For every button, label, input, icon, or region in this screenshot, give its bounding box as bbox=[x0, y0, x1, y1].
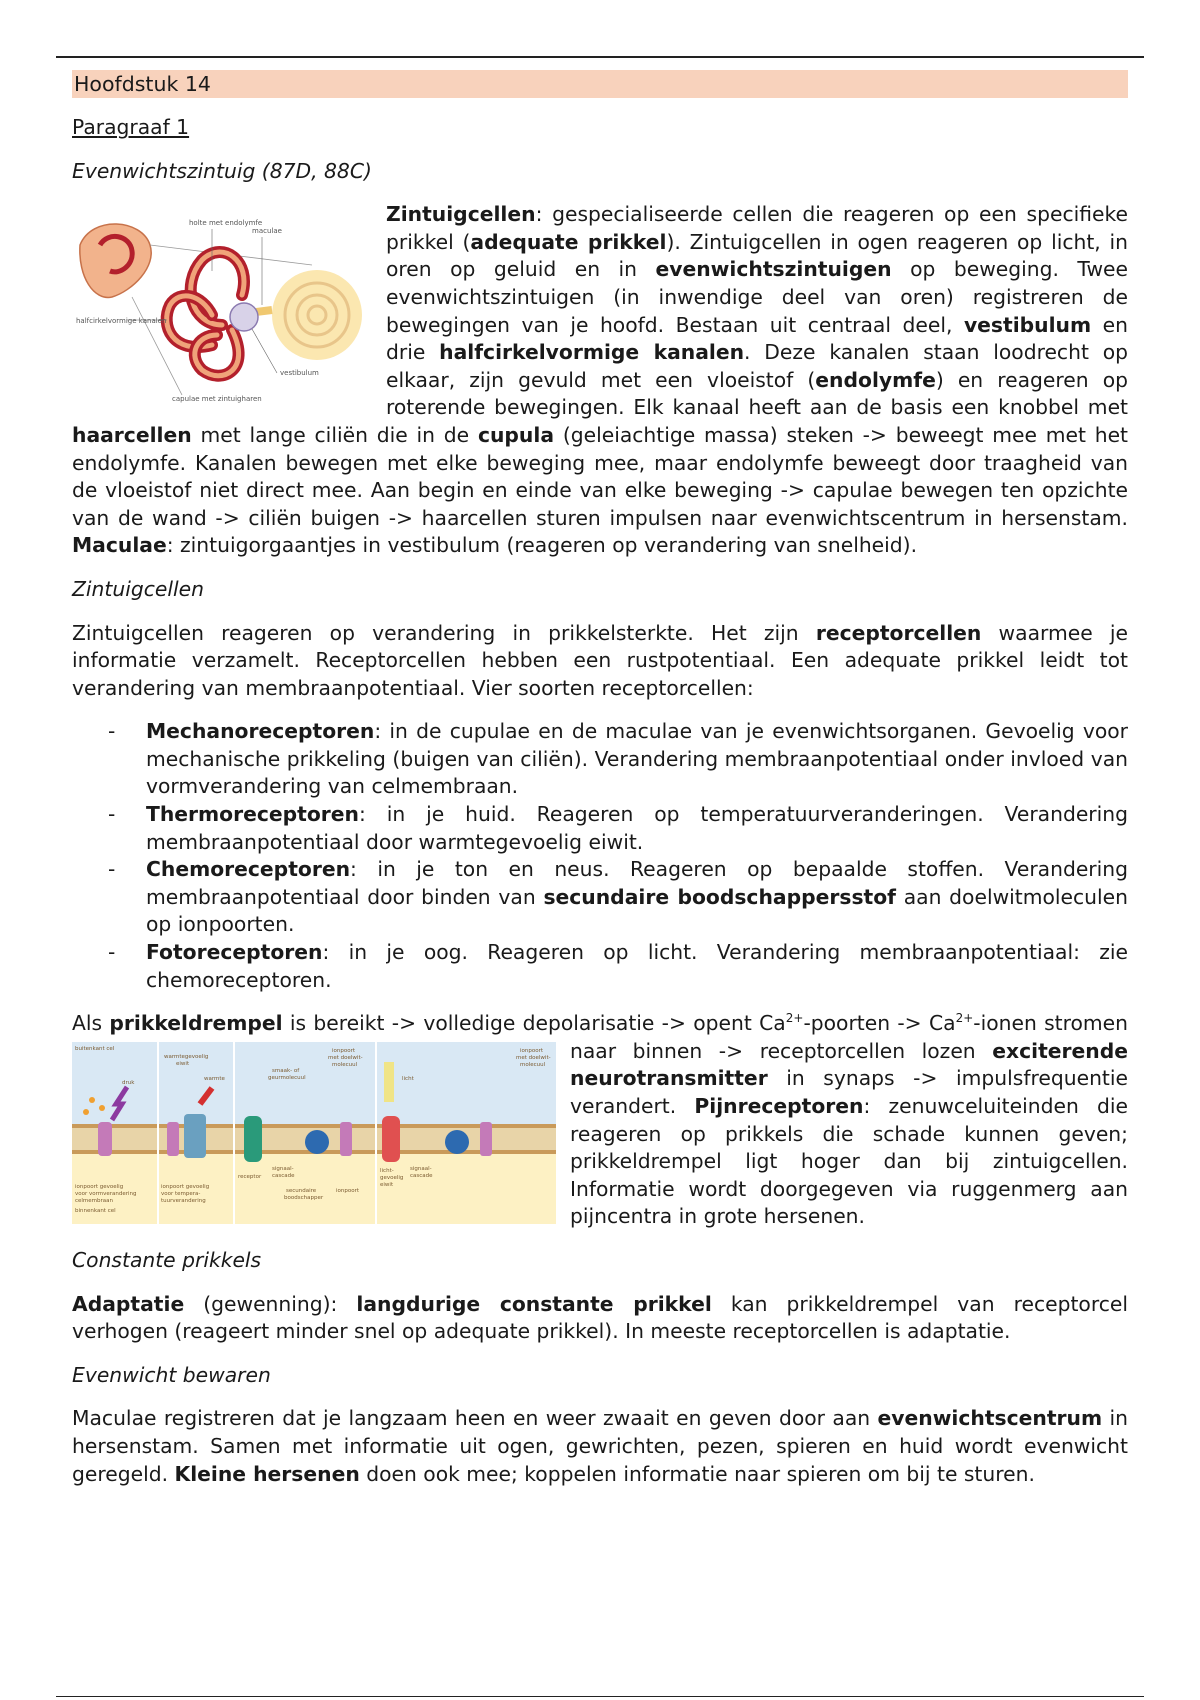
text-run: : gespecialiseerde cellen die reageren op een specifieke prikkel ( bbox=[386, 202, 1128, 254]
svg-text:cascade: cascade bbox=[410, 1172, 433, 1179]
bold-term: secundaire boodschappersstof bbox=[543, 884, 896, 909]
list-bullet: - bbox=[108, 719, 116, 744]
svg-text:molecuul: molecuul bbox=[332, 1061, 358, 1068]
bold-term: evenwichtszintuigen bbox=[655, 257, 892, 282]
text-run: . Deze kanalen staan loodrecht op elkaar, zijn gevuld met een vloeistof ( bbox=[386, 340, 1128, 392]
svg-text:eiwit: eiwit bbox=[380, 1181, 394, 1188]
label-capulae: capulae met zintuigharen bbox=[172, 395, 262, 404]
svg-text:eiwit: eiwit bbox=[176, 1060, 190, 1067]
bold-term: endolymfe bbox=[815, 367, 936, 392]
svg-text:ionpoort: ionpoort bbox=[332, 1047, 356, 1054]
text-run: op beweging. Twee evenwichtszintuigen (in inwendige deel van oren) registreren de bewegingen van je hoofd. Bestaan uit centraal deel, bbox=[386, 257, 1129, 337]
list-bullet: - bbox=[108, 940, 116, 965]
bold-term: Adaptatie bbox=[72, 1291, 185, 1316]
bold-term: Fotoreceptoren bbox=[146, 940, 323, 965]
list-bullet: - bbox=[108, 802, 116, 827]
sensory-intro-text bbox=[72, 620, 1128, 703]
svg-text:ionpoort gevoelig: ionpoort gevoelig bbox=[161, 1183, 210, 1190]
text-run: Maculae registreren dat je langzaam heen en weer zwaait en geven door aan bbox=[72, 1406, 878, 1431]
label-halfcirkel: halfcirkelvormige kanalen bbox=[76, 317, 167, 326]
svg-text:druk: druk bbox=[122, 1079, 135, 1086]
section-title-balance-organ: Evenwichtszintuig (87D, 88C) bbox=[72, 158, 372, 183]
receptor-types-illustration bbox=[72, 1042, 556, 1224]
bottom-rule bbox=[56, 1696, 1144, 1697]
list-item-photoreceptors bbox=[108, 939, 1128, 994]
bold-term: haarcellen bbox=[72, 422, 192, 447]
svg-text:buitenkant cel: buitenkant cel bbox=[75, 1045, 115, 1052]
balance-organ-block bbox=[72, 201, 1128, 560]
svg-text:molecuul: molecuul bbox=[520, 1061, 546, 1068]
chapter-heading: Hoofdstuk 14 bbox=[72, 70, 1128, 98]
svg-text:boodschapper: boodschapper bbox=[284, 1194, 324, 1201]
text-run: : in je huid. Reageren op temperatuurveranderingen. Verandering membraanpotentiaal door warmtegevoelig eiwit. bbox=[146, 802, 1128, 854]
bold-term: Zintuigcellen bbox=[386, 202, 536, 227]
svg-text:celmembraan: celmembraan bbox=[75, 1197, 114, 1204]
document-page bbox=[72, 70, 1128, 1504]
bold-term: Chemoreceptoren bbox=[146, 857, 351, 882]
list-item-thermoreceptors bbox=[108, 801, 1128, 856]
svg-text:met doelwit-: met doelwit- bbox=[516, 1054, 551, 1061]
svg-text:tuurverandering: tuurverandering bbox=[161, 1197, 206, 1204]
vestibulum-shape bbox=[230, 303, 258, 331]
bold-term: cupula bbox=[477, 422, 555, 447]
svg-text:met doelwit-: met doelwit- bbox=[328, 1054, 363, 1061]
svg-text:smaak- of: smaak- of bbox=[272, 1067, 300, 1074]
inner-ear-illustration bbox=[72, 205, 372, 405]
receptor-type-list bbox=[72, 718, 1128, 994]
text-run: kan prikkeldrempel van receptorcel verhogen (reageert minder snel op adequate prikkel). In meeste receptorcellen is adaptatie. bbox=[72, 1291, 1128, 1344]
text-run: ) en reageren op roterende bewegingen. Elk kanaal heeft aan de basis een knobbel met bbox=[386, 367, 1128, 420]
bold-term: halfcirkelvormige kanalen bbox=[439, 340, 745, 365]
svg-text:voor tempera-: voor tempera- bbox=[161, 1190, 201, 1197]
bold-term: Thermoreceptoren bbox=[146, 802, 359, 827]
label-vestibulum: vestibulum bbox=[280, 369, 319, 378]
text-run: aan doelwitmoleculen op ionpoorten. bbox=[146, 884, 1128, 937]
bold-term: vestibulum bbox=[963, 312, 1092, 337]
text-run: Zintuigcellen reageren op verandering in prikkelsterkte. Het zijn bbox=[72, 620, 816, 645]
label-maculae: maculae bbox=[252, 227, 282, 236]
bold-term: Maculae bbox=[72, 533, 167, 558]
text-run: : in je ton en neus. Reageren op bepaalde stoffen. Verandering membraanpotentiaal door binden van bbox=[146, 857, 1128, 909]
balance-keep-text bbox=[72, 1405, 1128, 1488]
svg-text:cascade: cascade bbox=[272, 1172, 295, 1179]
text-run: doen ook mee; koppelen informatie naar spieren om bij te sturen. bbox=[359, 1461, 1035, 1486]
bold-term: Mechanoreceptoren bbox=[146, 719, 375, 744]
text-run: (geleiachtige massa) steken -> beweegt mee met het endolymfe. Kanalen bewegen met elke beweging mee, maar endolymfe beweegt door traagheid van de vloeistof niet direct mee. Aan begin en einde van elke beweging -> capulae bewegen ten opzichte van de wand -> ciliën buigen -> haarcellen sturen impulsen naar evenwichtscentrum in hersenstam. bbox=[72, 422, 1129, 530]
bold-term: langdurige constante prikkel bbox=[356, 1291, 712, 1316]
svg-text:ionpoort: ionpoort bbox=[520, 1047, 544, 1054]
list-item-mechanoreceptors bbox=[108, 718, 1128, 801]
text-run: : in je oog. Reageren op licht. Verandering membraanpotentiaal: zie chemoreceptoren. bbox=[146, 940, 1128, 992]
svg-text:ionpoort: ionpoort bbox=[336, 1187, 360, 1194]
bold-term: Kleine hersenen bbox=[174, 1461, 360, 1486]
list-bullet: - bbox=[108, 857, 116, 882]
text-run: met lange ciliën die in de bbox=[191, 422, 478, 447]
paragraph-heading: Paragraaf 1 bbox=[72, 115, 190, 139]
svg-text:receptor: receptor bbox=[238, 1173, 262, 1180]
text-run: waarmee je informatie verzamelt. Receptorcellen hebben een rustpotentiaal. Een adequate prikkel leidt tot verandering van membraanpotentiaal. Vier soorten receptorcellen: bbox=[72, 620, 1128, 700]
top-rule bbox=[56, 56, 1144, 58]
svg-text:signaal-: signaal- bbox=[410, 1165, 432, 1172]
threshold-block: Als prikkeldrempel is bereikt -> volledige depolarisatie -> opent $Ca^{2+}$-poorten -> $Ca^{2+}$-ionen stromen naar binnen -> receptorcellen lozen buitenkant cel druk ionpoort gevoelig voor vormverandering celmembraan binnenkant cel warmtegevoelig eiwit warmte ionpoort gevoelig voor tempera- tuurverandering smaak- of geurmolecuul ionpoort met doelwit- molecuul receptor signaal- cascade secundaire boodschapper ionpoort licht ionpoort met doelwit- molecuul licht- gevoelig eiwit signaal- cascade exciterende neurotransmitter in synaps -> impulsfrequentie verandert. Pijnreceptoren: zenuwceluiteinden die reageren op prikkels die schade kunnen geven; prikkeldrempel ligt hoger dan bij zintuigcellen. Informatie wordt doorgegeven via ruggenmerg aan pijncentra in grote hersenen. bbox=[72, 1011, 1129, 1229]
svg-text:binnenkant cel: binnenkant cel bbox=[75, 1207, 116, 1214]
bold-term: evenwichtscentrum bbox=[877, 1406, 1103, 1431]
list-item-chemoreceptors bbox=[108, 856, 1128, 939]
text-run: ). Zintuigcellen in ogen reageren op licht, in oren op geluid en in bbox=[386, 229, 1128, 282]
svg-text:ionpoort gevoelig: ionpoort gevoelig bbox=[75, 1183, 124, 1190]
svg-text:signaal-: signaal- bbox=[272, 1165, 294, 1172]
section-title-balance-keep: Evenwicht bewaren bbox=[72, 1362, 271, 1387]
bold-term: adequate prikkel bbox=[470, 229, 667, 254]
svg-text:warmtegevoelig: warmtegevoelig bbox=[164, 1053, 209, 1060]
text-run: in hersenstam. Samen met informatie uit ogen, gewrichten, pezen, spieren en huid wordt evenwicht geregeld. bbox=[72, 1406, 1129, 1486]
svg-text:licht: licht bbox=[402, 1075, 414, 1082]
section-title-sensory-cells: Zintuigcellen bbox=[72, 576, 204, 601]
label-holte: holte met endolymfe bbox=[189, 219, 263, 228]
svg-text:licht-: licht- bbox=[380, 1167, 394, 1174]
svg-text:gevoelig: gevoelig bbox=[380, 1174, 404, 1181]
svg-text:secundaire: secundaire bbox=[286, 1187, 317, 1194]
svg-text:warmte: warmte bbox=[204, 1075, 225, 1082]
svg-text:voor vormverandering: voor vormverandering bbox=[75, 1190, 137, 1197]
text-run: en drie bbox=[386, 312, 1128, 365]
svg-text:geurmolecuul: geurmolecuul bbox=[268, 1074, 306, 1081]
section-title-constant: Constante prikkels bbox=[72, 1247, 262, 1272]
constant-text bbox=[72, 1291, 1128, 1346]
text-run: : in de cupulae en de maculae van je evenwichtsorganen. Gevoelig voor mechanische prikkeling (buigen van ciliën). Verandering membraanpotentiaal onder invloed van vormverandering van celmembraan. bbox=[146, 719, 1128, 799]
text-run: : zintuigorgaantjes in vestibulum (reageren op verandering van snelheid). bbox=[166, 533, 918, 558]
bold-term: receptorcellen bbox=[815, 620, 982, 645]
text-run: (gewenning): bbox=[184, 1291, 357, 1316]
